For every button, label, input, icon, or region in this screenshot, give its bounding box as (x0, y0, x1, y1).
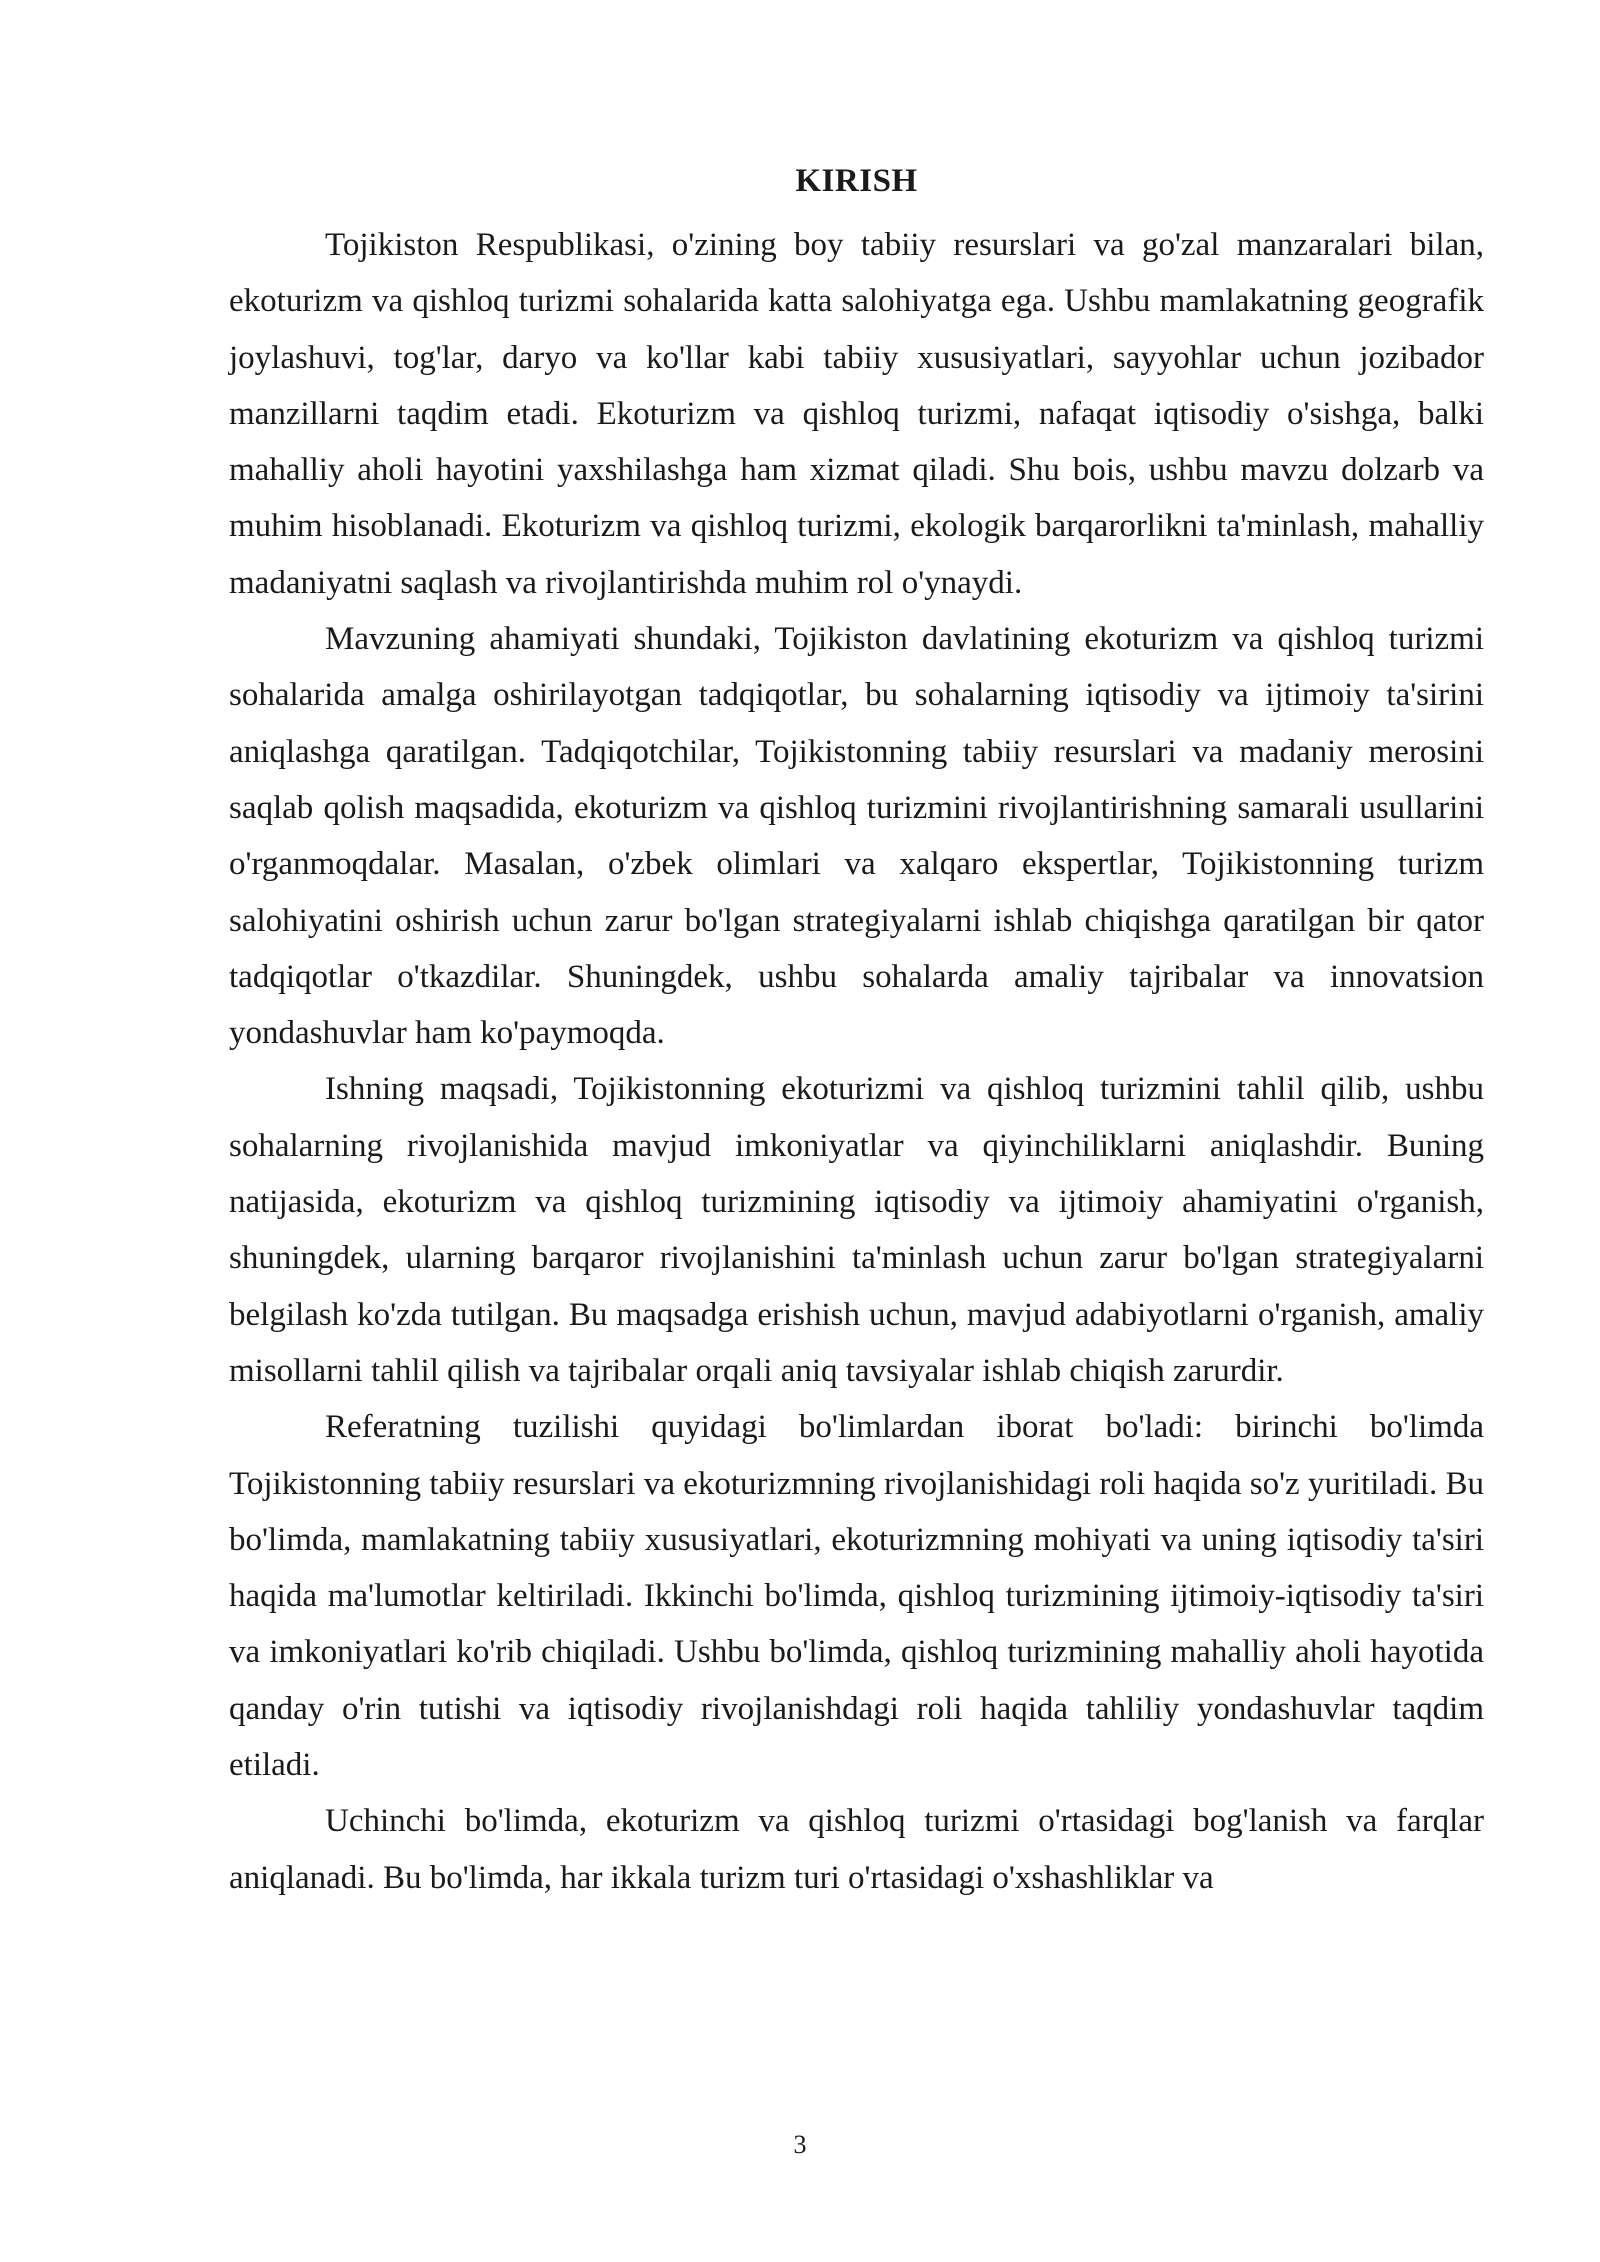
page-content (229, 160, 1484, 1906)
page-number: 3 (793, 2130, 807, 2159)
paragraph-intro: Tojikiston Respublikasi, o'zining boy tabiiy resurslari va go'zal manzaralari bilan, ekoturizm va qishloq turizmi sohalarida katta salohiyatga ega. Ushbu mamlakatning geografik joylashuvi, tog'lar, daryo va ko'llar kabi tabiiy xususiyatlari, sayyohlar uchun jozibador manzillarni taqdim etadi. Ekoturizm va qishloq turizmi, nafaqat iqtisodiy o'sishga, balki mahalliy aholi hayotini yaxshilashga ham xizmat qiladi. Shu bois, ushbu mavzu dolzarb va muhim hisoblanadi. Ekoturizm va qishloq turizmi, ekologik barqarorlikni ta'minlash, mahalliy madaniyatni saqlash va rivojlantirishda muhim rol o'ynaydi. (229, 227, 1484, 601)
section-title: KIRISH (795, 163, 918, 199)
paragraph-third-section: Uchinchi bo'limda, ekoturizm va qishloq turizmi o'rtasidagi bog'lanish va farqlar aniqlanadi. Bu bo'limda, har ikkala turizm turi o'rtasidagi o'xshashliklar va (229, 1803, 1484, 1896)
paragraph-goal: Ishning maqsadi, Tojikistonning ekoturizmi va qishloq turizmini tahlil qilib, ushbu sohalarning rivojlanishida mavjud imkoniyatlar va qiyinchiliklarni aniqlashdir. Buning natijasida, ekoturizm va qishloq turizmining iqtisodiy va ijtimoiy ahamiyatini o'rganish, shuningdek, ularning barqaror rivojlanishini ta'minlash uchun zarur bo'lgan strategiyalarni belgilash ko'zda tutilgan. Bu maqsadga erishish uchun, mavjud adabiyotlarni o'rganish, amaliy misollarni tahlil qilish va tajribalar orqali aniq tavsiyalar ishlab chiqish zarurdir. (229, 1071, 1484, 1389)
paragraph-structure: Referatning tuzilishi quyidagi bo'limlardan iborat bo'ladi: birinchi bo'limda Tojikistonning tabiiy resurslari va ekoturizmning rivojlanishidagi roli haqida so'z yuritiladi. Bu bo'limda, mamlakatning tabiiy xususiyatlari, ekoturizmning mohiyati va uning iqtisodiy ta'siri haqida ma'lumotlar keltiriladi. Ikkinchi bo'limda, qishloq turizmining ijtimoiy-iqtisodiy ta'siri va imkoniyatlari ko'rib chiqiladi. Ushbu bo'limda, qishloq turizmining mahalliy aholi hayotida qanday o'rin tutishi va iqtisodiy rivojlanishdagi roli haqida tahliliy yondashuvlar taqdim etiladi. (229, 1409, 1484, 1784)
paragraph-importance: Mavzuning ahamiyati shundaki, Tojikiston davlatining ekoturizm va qishloq turizmi sohalarida amalga oshirilayotgan tadqiqotlar, bu sohalarning iqtisodiy va ijtimoiy ta'sirini aniqlashga qaratilgan. Tadqiqotchilar, Tojikistonning tabiiy resurslari va madaniy merosini saqlab qolish maqsadida, ekoturizm va qishloq turizmini rivojlantirishning samarali usullarini o'rganmoqdalar. Masalan, o'zbek olimlari va xalqaro ekspertlar, Tojikistonning turizm salohiyatini oshirish uchun zarur bo'lgan strategiyalarni ishlab chiqishga qaratilgan bir qator tadqiqotlar o'tkazdilar. Shuningdek, ushbu sohalarda amaliy tajribalar va innovatsion yondashuvlar ham ko'paymoqda. (229, 621, 1484, 1052)
